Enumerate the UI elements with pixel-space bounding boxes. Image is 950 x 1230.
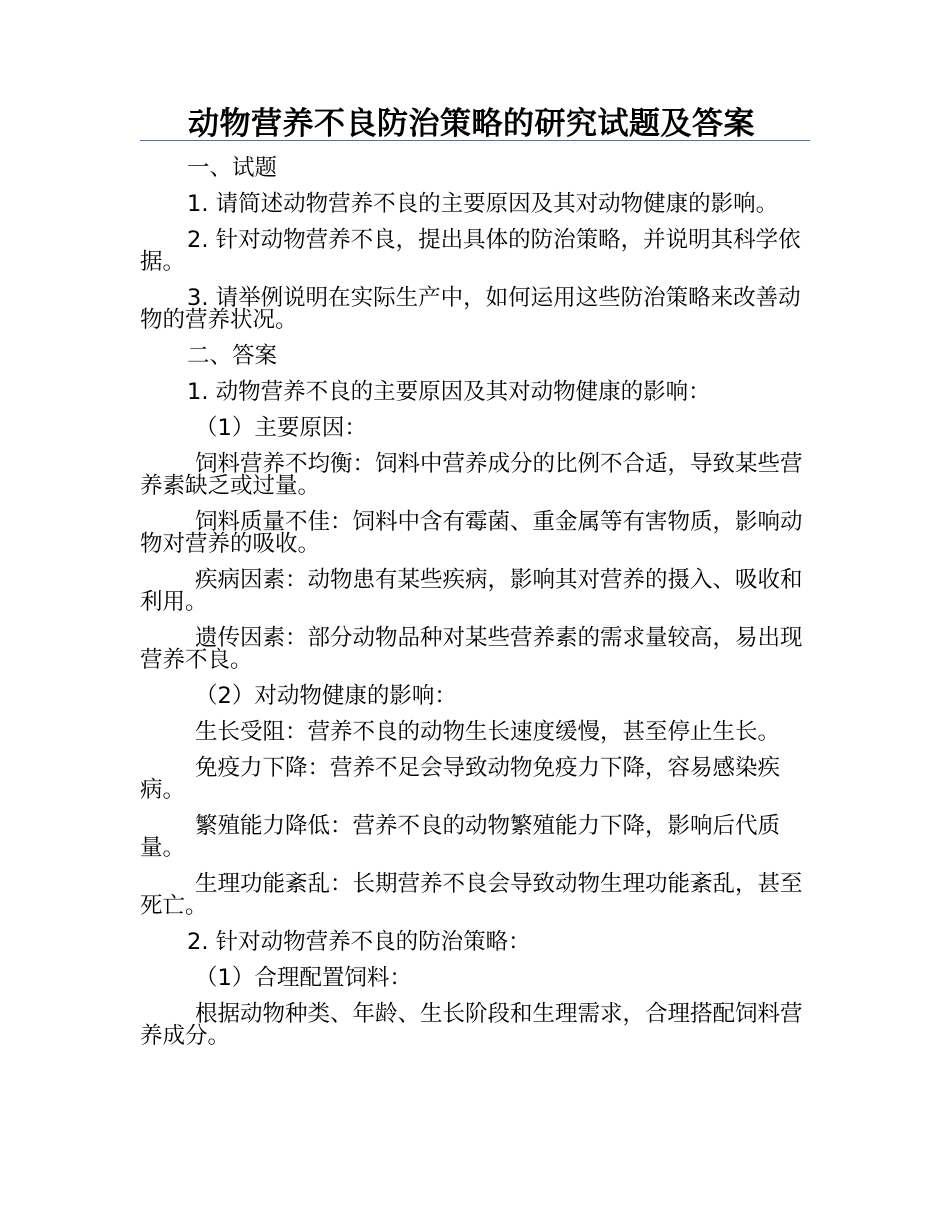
effect-item-immunity: 免疫力下降：营养不足会导致动物免疫力下降，容易感染疾病。 [140,755,781,803]
question-2: 2. 针对动物营养不良，提出具体的防治策略，并说明其科学依据。 [140,227,801,275]
cause-item-feed-imbalance: 饲料营养不均衡：饲料中营养成分的比例不合适，导致某些营养素缺乏或过量。 [140,451,803,499]
document-body [140,157,812,1061]
cause-item-feed-quality: 饲料质量不佳：饲料中含有霉菌、重金属等有害物质，影响动物对营养的吸收。 [140,509,803,557]
document-title: 动物营养不良防治策略的研究试题及答案 [188,106,755,142]
strategy-item-feed-formulation: 根据动物种类、年龄、生长阶段和生理需求，合理搭配饲料营养成分。 [140,1001,803,1049]
answer-2-sub-1-heading: （1）合理配置饲料： [195,965,412,991]
answer-1-heading: 1. 动物营养不良的主要原因及其对动物健康的影响： [187,379,711,405]
title-underline [140,140,810,141]
question-1: 1. 请简述动物营养不良的主要原因及其对动物健康的影响。 [187,191,779,217]
cause-item-genetics: 遗传因素：部分动物品种对某些营养素的需求量较高，易出现营养不良。 [140,625,803,673]
section-heading-answers: 二、答案 [187,343,278,369]
section-heading-questions: 一、试题 [187,155,278,181]
answer-2-heading: 2. 针对动物营养不良的防治策略： [187,929,531,955]
cause-item-disease: 疾病因素：动物患有某些疾病，影响其对营养的摄入、吸收和利用。 [140,567,803,615]
answer-1-sub-2-heading: （2）对动物健康的影响： [195,683,457,709]
question-3: 3. 请举例说明在实际生产中，如何运用这些防治策略来改善动物的营养状况。 [140,285,801,333]
effect-item-reproduction: 繁殖能力降低：营养不良的动物繁殖能力下降，影响后代质量。 [140,813,781,861]
effect-item-growth: 生长受阻：营养不良的动物生长速度缓慢，甚至停止生长。 [195,719,781,745]
answer-1-sub-1-heading: （1）主要原因： [195,415,367,441]
effect-item-physiology: 生理功能紊乱：长期营养不良会导致动物生理功能紊乱，甚至死亡。 [140,871,803,919]
